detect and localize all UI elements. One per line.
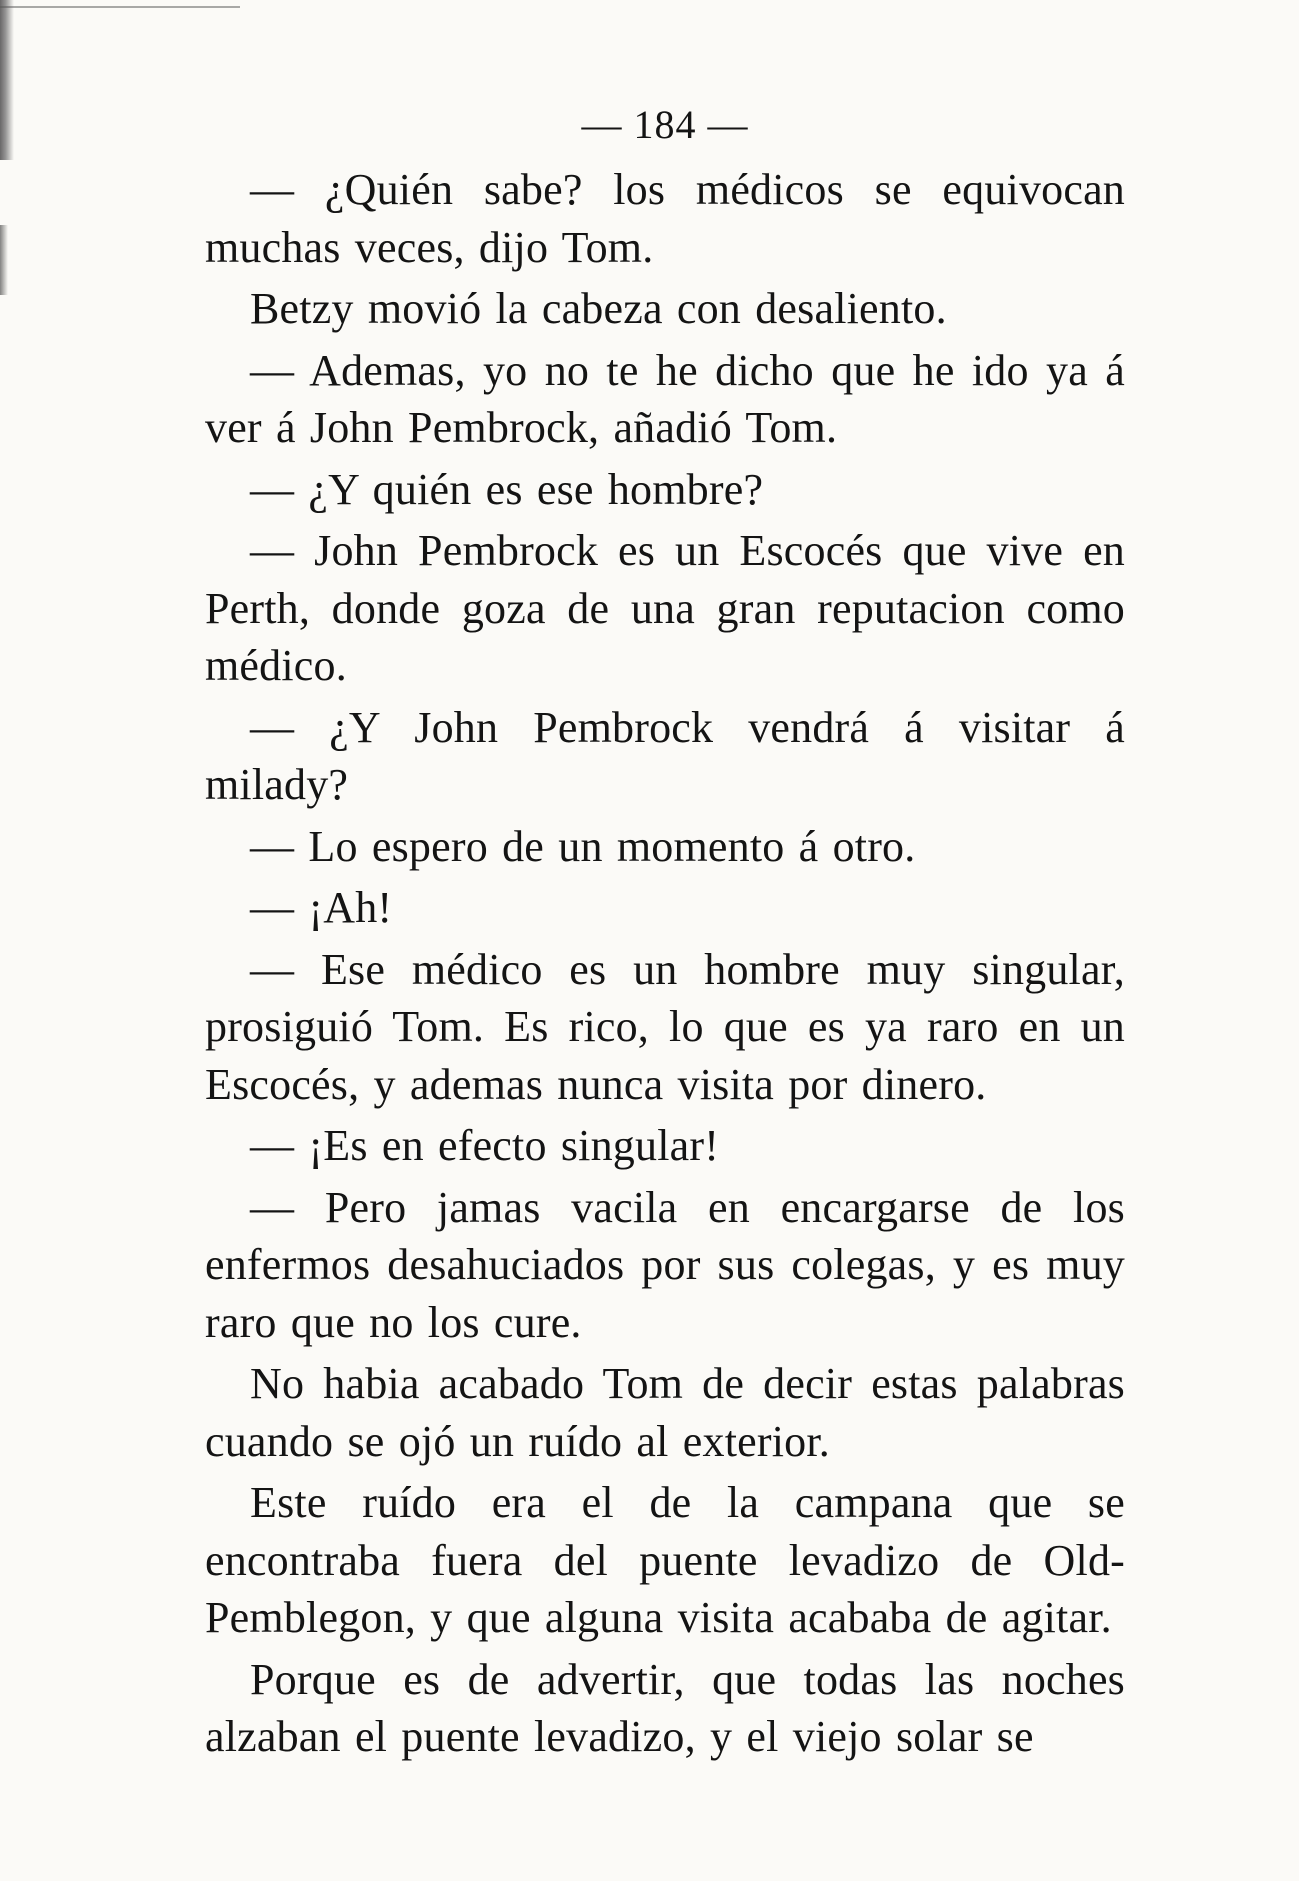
- paragraph: — ¡Es en efecto singular!: [250, 1121, 720, 1170]
- paragraph: — Pero jamas vacila en encargarse de los enfermos desahuciados por sus colegas, y es muy raro que no los cure.: [205, 1182, 1125, 1347]
- page-number: — 184 —: [581, 102, 749, 147]
- paragraph: — ¡Ah!: [250, 883, 393, 932]
- scan-edge-shadow: [0, 0, 14, 160]
- paragraph: — Ademas, yo no te he dicho que he ido ya á ver á John Pembrock, añadió Tom.: [205, 345, 1125, 452]
- paragraph: Betzy movió la cabeza con desaliento.: [250, 284, 947, 333]
- book-page: [205, 95, 1125, 1770]
- paragraph: Este ruído era el de la campana que se encontraba fuera del puente levadizo de Old-Pemblegon, y que alguna visita acababa de agitar.: [205, 1478, 1125, 1642]
- top-edge-line: [0, 6, 240, 8]
- paragraph: — ¿Y quién es ese hombre?: [250, 464, 764, 514]
- paragraph: Porque es de advertir, que todas las noches alzaban el puente levadizo, y el viejo solar se: [205, 1654, 1125, 1761]
- paragraph: — ¿Y John Pembrock vendrá á visitar á milady?: [205, 702, 1125, 809]
- paragraph: — ¿Quién sabe? los médicos se equivocan muchas veces, dijo Tom.: [205, 165, 1125, 272]
- paragraph: — Lo espero de un momento á otro.: [250, 821, 916, 871]
- paragraph: — John Pembrock es un Escocés que vive en Perth, donde goza de una gran reputacion como médico.: [205, 526, 1125, 690]
- paragraph: No habia acabado Tom de decir estas palabras cuando se ojó un ruído al exterior.: [205, 1359, 1125, 1466]
- paragraph: — Ese médico es un hombre muy singular, prosiguió Tom. Es rico, lo que es ya raro en un Escocés, y ademas nunca visita por dinero.: [205, 944, 1125, 1109]
- scan-edge-mark: [0, 225, 8, 295]
